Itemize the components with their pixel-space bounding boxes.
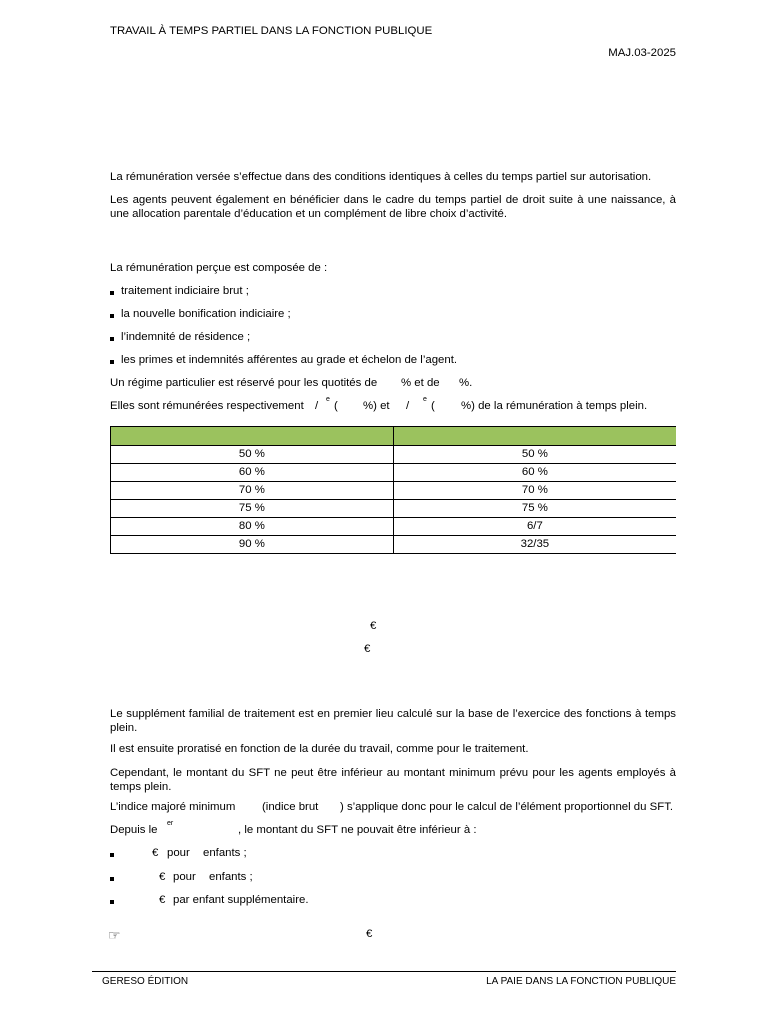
table-row [111,446,677,464]
table-cell-pay: 32/35 [393,536,676,554]
euro-sign: € [364,643,371,655]
sft-paragraph-3: Cependant, le montant du SFT ne peut être inférieur au montant minimum prévu pour les agents employés à temps plein. [110,767,676,793]
intro-paragraph-2: Les agents peuvent également en bénéficier dans le cadre du temps partiel de droit suite à une naissance, à une allocation parentale d’éducation et un complément de libre choix d’activité. [110,194,676,220]
table-header-row [111,427,677,446]
regime-text-a: Un régime particulier est réservé pour les quotités de [110,377,378,389]
header-update: MAJ.03-2025 [608,47,676,59]
footer-right: LA PAIE DANS LA FONCTION PUBLIQUE [486,976,676,987]
sft-item-1-a: pour [167,847,190,859]
respectively-slash-2: / [406,400,410,412]
sft-item-3-euro: € [159,894,166,906]
respectively-slash-1: / [315,400,319,412]
sft-since-text-b: , le montant du SFT ne pouvait être inférieur à : [238,824,477,836]
remuneration-item-1: traitement indiciaire brut ; [121,285,249,297]
sft-item-1-b: enfants ; [203,847,247,859]
bullet-icon [110,291,114,295]
respectively-paren-1: ( [334,400,338,412]
bullet-icon [110,877,114,881]
table-row [111,536,677,554]
regime-text-c: %. [459,377,473,389]
sft-paragraph-1: Le supplément familial de traitement est en premier lieu calculé sur la base de l’exercice des fonctions à temps plein. [110,708,676,734]
respectively-text-b: %) et [363,400,390,412]
table-row [111,500,677,518]
table-row [111,482,677,500]
sft-item-2-euro: € [159,871,166,883]
sft-paragraph-2: Il est ensuite proratisé en fonction de la durée du travail, comme pour le traitement. [110,743,529,755]
table-cell-pay: 6/7 [393,518,676,536]
regime-text-b: % et de [401,377,440,389]
table-header-cell [393,427,676,446]
bullet-icon [110,314,114,318]
respectively-sup-2: e [423,396,427,403]
footer-left: GERESO ÉDITION [102,976,189,987]
sft-since-sup: er [167,820,174,827]
respectively-text-c: %) de la rémunération à temps plein. [461,400,648,412]
sft-item-3-a: par enfant supplémentaire. [173,894,309,906]
table-row [111,518,677,536]
sft-item-1-euro: € [152,847,159,859]
bullet-icon [110,360,114,364]
table-cell-quotity: 70 % [111,482,394,500]
remuneration-item-3: l’indemnité de résidence ; [121,331,251,343]
header-title: TRAVAIL À TEMPS PARTIEL DANS LA FONCTION PUBLIQUE [110,25,433,37]
sft-index-text-a: L’indice majoré minimum [110,801,236,813]
sft-index-text-c: ) s’applique donc pour le calcul de l’élément proportionnel du SFT. [340,801,674,813]
remuneration-lead: La rémunération perçue est composée de : [110,262,328,274]
table-cell-quotity: 75 % [111,500,394,518]
table-cell-pay: 70 % [393,482,676,500]
table-cell-pay: 75 % [393,500,676,518]
footer-divider [92,971,676,972]
sft-item-2-b: enfants ; [209,871,253,883]
bullet-icon [110,900,114,904]
table-cell-quotity: 80 % [111,518,394,536]
respectively-sup-1: e [326,396,330,403]
pointing-hand-icon: ☞ [108,927,121,943]
euro-sign: € [370,620,377,632]
sft-since-text-a: Depuis le [110,824,158,836]
note-euro-sign: € [366,928,373,940]
intro-paragraph-1: La rémunération versée s’effectue dans des conditions identiques à celles du temps partiel sur autorisation. [110,171,652,183]
bullet-icon [110,853,114,857]
sft-index-text-b: (indice brut [262,801,319,813]
table-cell-quotity: 60 % [111,464,394,482]
table-row [111,464,677,482]
table-cell-quotity: 50 % [111,446,394,464]
table-cell-pay: 60 % [393,464,676,482]
table-header-cell [111,427,394,446]
table-cell-pay: 50 % [393,446,676,464]
respectively-text-a: Elles sont rémunérées respectivement [110,400,304,412]
quotity-table [110,426,676,554]
bullet-icon [110,337,114,341]
respectively-paren-2: ( [431,400,435,412]
remuneration-item-4: les primes et indemnités afférentes au grade et échelon de l’agent. [121,354,458,366]
table-cell-quotity: 90 % [111,536,394,554]
sft-item-2-a: pour [173,871,196,883]
remuneration-item-2: la nouvelle bonification indiciaire ; [121,308,291,320]
